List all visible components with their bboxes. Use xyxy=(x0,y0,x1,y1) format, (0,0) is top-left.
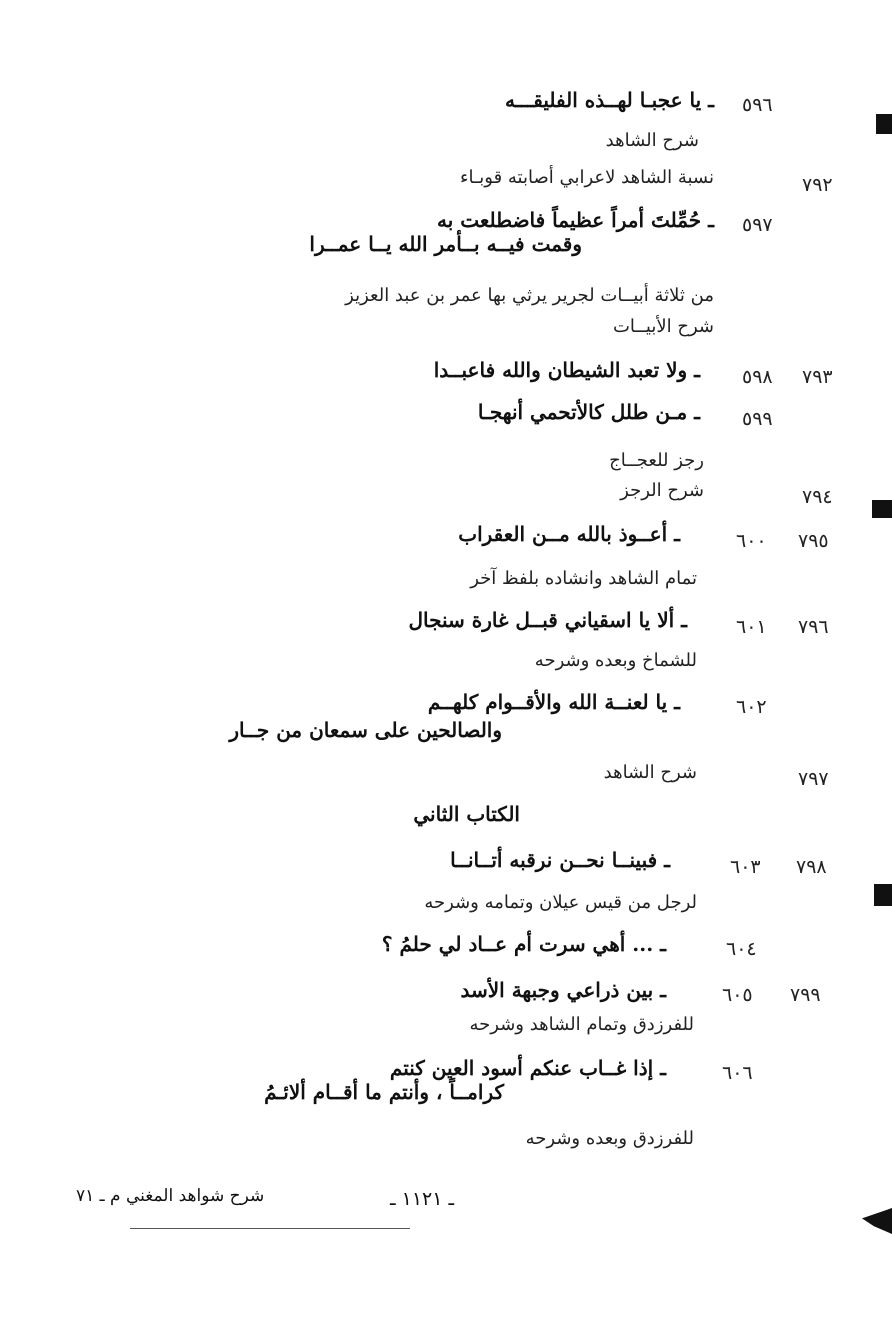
page-ref-799: ٧٩٩ xyxy=(790,984,821,1006)
verse-602: ـ يا لعنــة الله والأقــوام كلهــم xyxy=(427,690,680,714)
verse-number-603: ٦٠٣ xyxy=(730,856,761,878)
verse-596: ـ يا عجبـا لهــذه الفليقـــه xyxy=(504,88,714,112)
page-ref-797: ٧٩٧ xyxy=(798,768,829,790)
page-ref-792: ٧٩٢ xyxy=(802,174,833,196)
verse-597-second-line: وقمت فيــه بــأمر الله يــا عمــرا xyxy=(309,232,582,256)
verse-number-602: ٦٠٢ xyxy=(736,696,767,718)
verse-601: ـ ألا يا اسقياني قبــل غارة سنجال xyxy=(408,608,687,632)
verse-number-596: ٥٩٦ xyxy=(742,94,773,116)
attribution-note: للفرزدق وتمام الشاهد وشرحه xyxy=(469,1014,694,1035)
scan-edge-mark xyxy=(862,1208,892,1234)
verse-number-597: ٥٩٧ xyxy=(742,214,773,236)
attribution-note: للشماخ وبعده وشرحه xyxy=(534,650,697,671)
verse-number-599: ٥٩٩ xyxy=(742,408,773,430)
commentary-note: شرح الرجز xyxy=(620,480,704,501)
scan-edge-mark xyxy=(876,114,892,134)
page-ref-794: ٧٩٤ xyxy=(802,486,833,508)
verse-599: ـ مـن طلل كالأتحمي أنهجـا xyxy=(477,400,700,424)
attribution-note: للفرزدق وبعده وشرحه xyxy=(525,1128,694,1149)
page-number: ـ ١١٢١ ـ xyxy=(390,1188,455,1210)
verse-number-598: ٥٩٨ xyxy=(742,366,773,388)
verse-606: ـ إذا غــاب عنكم أسود العين كنتم xyxy=(389,1056,666,1080)
scan-edge-mark xyxy=(874,884,892,906)
section-heading: الكتاب الثاني xyxy=(413,802,520,826)
page-ref-798: ٧٩٨ xyxy=(796,856,827,878)
attribution-note: نسبة الشاهد لاعرابي أصابته قوبـاء xyxy=(460,167,714,188)
scan-edge-mark xyxy=(872,500,892,518)
verse-605: ـ بين ذراعي وجبهة الأسد xyxy=(460,978,666,1002)
page-ref-795: ٧٩٥ xyxy=(798,530,829,552)
page-ref-793: ٧٩٣ xyxy=(802,366,833,388)
attribution-note: لرجل من قيس عيلان وتمامه وشرحه xyxy=(424,892,697,913)
page-ref-796: ٧٩٦ xyxy=(798,616,829,638)
verse-604: ـ ... أهي سرت أم عــاد لي حلمُ ؟ xyxy=(381,932,666,956)
commentary-note: شرح الأبيــات xyxy=(612,316,714,337)
verse-number-605: ٦٠٥ xyxy=(722,984,753,1006)
footer-rule xyxy=(130,1228,410,1229)
verse-597: ـ حُمِّلتَ أمراً عظيماً فاضطلعت به xyxy=(437,208,714,232)
commentary-note: شرح الشاهد xyxy=(603,762,697,783)
verse-number-601: ٦٠١ xyxy=(736,616,767,638)
book-signature: شرح شواهد المغني م ـ ٧١ xyxy=(76,1186,265,1206)
attribution-note: من ثلاثة أبيــات لجرير يرثي بها عمر بن عبد العزيز xyxy=(345,285,714,306)
verse-598: ـ ولا تعبد الشيطان والله فاعبــدا xyxy=(433,358,700,382)
verse-number-606: ٦٠٦ xyxy=(722,1062,753,1084)
attribution-note: رجز للعجــاج xyxy=(609,450,704,471)
verse-number-604: ٦٠٤ xyxy=(726,938,757,960)
verse-602-second-line: والصالحين على سمعان من جــار xyxy=(229,718,502,742)
verse-600: ـ أعــوذ بالله مــن العقراب xyxy=(458,522,680,546)
verse-603: ـ فبينــا نحــن نرقبه أتــانــا xyxy=(450,848,670,872)
verse-number-600: ٦٠٠ xyxy=(736,530,767,552)
commentary-note: تمام الشاهد وانشاده بلفظ آخر xyxy=(470,568,697,589)
commentary-note: شرح الشاهد xyxy=(605,130,699,151)
verse-606-second-line: كرامــاً ، وأنتم ما أقــام ألائـمُ xyxy=(264,1080,504,1104)
